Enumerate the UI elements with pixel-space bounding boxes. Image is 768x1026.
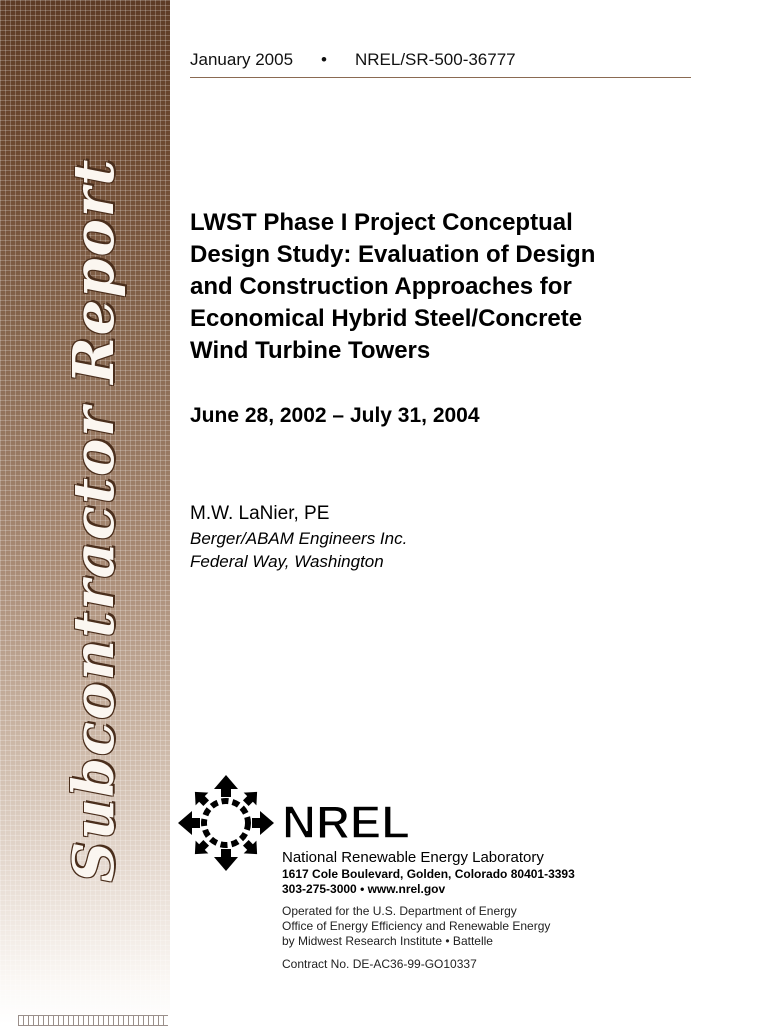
nrel-wordmark-text: NREL (282, 800, 410, 842)
document-title (190, 207, 710, 367)
lab-contact: 303-275-3000 • www.nrel.gov (282, 882, 446, 896)
title-line: LWST Phase I Project Conceptual (190, 209, 573, 236)
author-name: M.W. LaNier, PE (190, 503, 330, 524)
report-number: NREL/SR-500-36777 (354, 50, 516, 69)
title-line: Design Study: Evaluation of Design (190, 241, 596, 268)
bottom-grid-strip (18, 1015, 168, 1026)
header-separator: • (321, 50, 327, 69)
report-period: June 28, 2002 – July 31, 2004 (190, 404, 480, 427)
operated-for-line: Operated for the U.S. Department of Energy (282, 904, 517, 918)
sidebar-grid-band (0, 0, 170, 1024)
operated-for-line: by Midwest Research Institute • Battelle (282, 934, 493, 948)
report-header (190, 50, 516, 70)
nrel-wordmark (282, 800, 412, 842)
contract-number: Contract No. DE-AC36-99-GO10337 (282, 957, 477, 971)
title-line: and Construction Approaches for (190, 273, 572, 300)
report-date: January 2005 (190, 50, 294, 69)
lab-address: 1617 Cole Boulevard, Golden, Colorado 80401-3393 (282, 867, 575, 881)
author-location: Federal Way, Washington (190, 552, 384, 571)
operated-for-line: Office of Energy Efficiency and Renewable Energy (282, 919, 551, 933)
title-line: Wind Turbine Towers (190, 337, 431, 364)
header-divider (190, 77, 691, 78)
report-type-title: Subcontractor Report (61, 157, 127, 883)
nrel-emblem-icon (176, 773, 276, 873)
author-organization: Berger/ABAM Engineers Inc. (190, 529, 408, 548)
title-line: Economical Hybrid Steel/Concrete (190, 305, 583, 332)
lab-name: National Renewable Energy Laboratory (282, 849, 544, 866)
